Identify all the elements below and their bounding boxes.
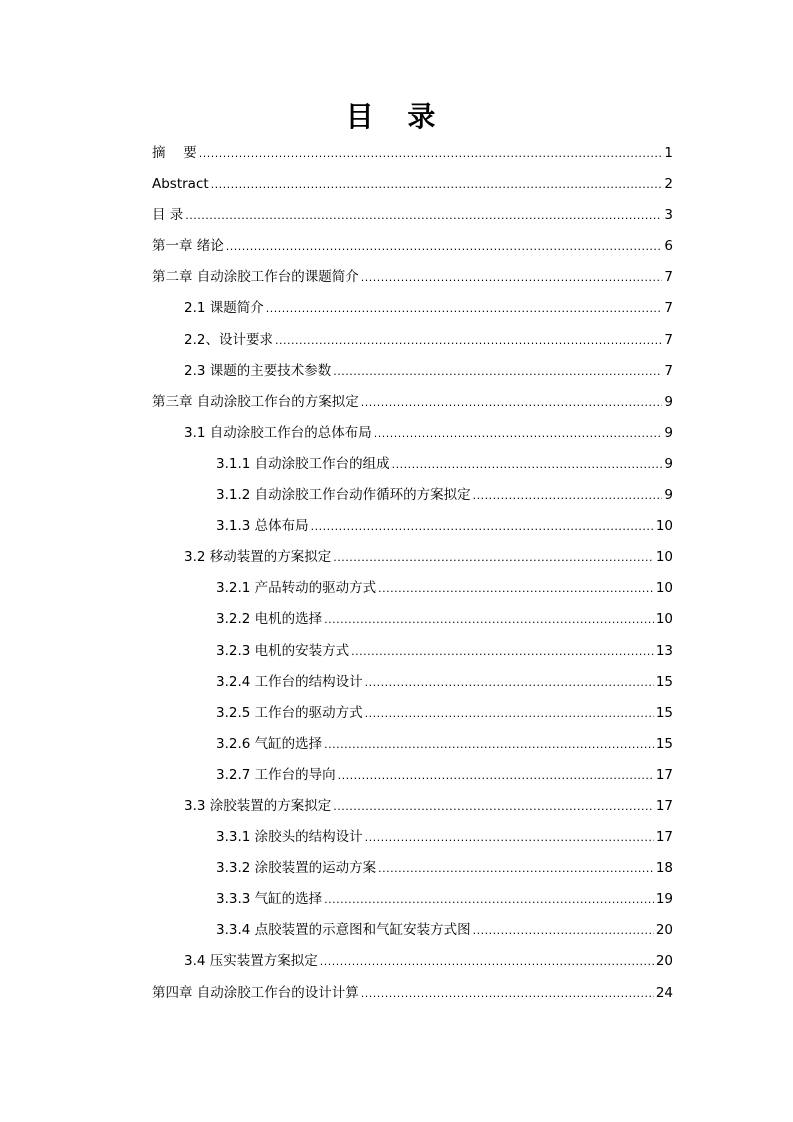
dot-leader	[324, 729, 654, 760]
dot-leader	[361, 262, 663, 293]
toc-entry-label: 第三章 自动涂胶工作台的方案拟定	[152, 393, 359, 410]
dot-leader	[324, 604, 654, 635]
dot-leader	[185, 200, 662, 231]
toc-entry-label: 3.3.4 点胶装置的示意图和气缸安装方式图	[216, 922, 471, 939]
toc-entry-label: 3.2.5 工作台的驱动方式	[216, 704, 363, 721]
dot-leader	[473, 915, 654, 946]
toc-entry-page-number: 7	[664, 300, 673, 317]
toc-entry[interactable]	[152, 387, 673, 418]
toc-entry[interactable]	[152, 542, 673, 573]
toc-entry-page-number: 7	[664, 331, 673, 348]
dot-leader	[378, 573, 654, 604]
toc-entry-page-number: 15	[655, 704, 673, 721]
toc-entry-label: 3.2.4 工作台的结构设计	[216, 673, 363, 690]
toc-entry-page-number: 10	[655, 580, 673, 597]
toc-entry[interactable]	[152, 946, 673, 977]
dot-leader	[365, 667, 654, 698]
toc-entry[interactable]	[152, 231, 673, 262]
toc-entry-label: 3.1.2 自动涂胶工作台动作循环的方案拟定	[216, 487, 471, 504]
toc-entry[interactable]	[152, 791, 673, 822]
dot-leader	[333, 356, 662, 387]
dot-leader	[333, 542, 654, 573]
toc-entry-label: 3.2.1 产品转动的驱动方式	[216, 580, 377, 597]
toc-entry-page-number: 7	[664, 362, 673, 379]
toc-entry-page-number: 10	[655, 611, 673, 628]
dot-leader	[338, 760, 654, 791]
toc-entry-page-number: 20	[655, 953, 673, 970]
toc-entry-label: 目 录	[152, 207, 184, 224]
toc-entry[interactable]	[152, 418, 673, 449]
toc-entry[interactable]	[152, 884, 673, 915]
toc-entry[interactable]	[152, 822, 673, 853]
toc-entry-label: 3.1.1 自动涂胶工作台的组成	[216, 455, 390, 472]
dot-leader	[351, 636, 654, 667]
toc-entry-page-number: 1	[664, 145, 673, 161]
toc-entry-label: 3.3.2 涂胶装置的运动方案	[216, 860, 377, 877]
toc-entry-page-number: 15	[655, 673, 673, 690]
dot-leader	[320, 946, 654, 977]
dot-leader	[473, 480, 663, 511]
toc-entry-label: 3.3 涂胶装置的方案拟定	[184, 797, 332, 814]
dot-leader	[199, 138, 663, 169]
dot-leader	[324, 884, 654, 915]
dot-leader	[361, 978, 654, 1009]
toc-entry[interactable]	[152, 760, 673, 791]
toc-entry[interactable]	[152, 449, 673, 480]
dot-leader	[275, 325, 662, 356]
toc-entry-page-number: 17	[655, 766, 673, 783]
toc-entry-page-number: 24	[655, 984, 673, 1001]
toc-entry[interactable]	[152, 293, 673, 324]
toc-entry-label: 3.2.3 电机的安装方式	[216, 642, 350, 659]
toc-entry[interactable]	[152, 729, 673, 760]
toc-entry[interactable]	[152, 853, 673, 884]
page-title: 目 录	[345, 100, 448, 133]
toc-entry-page-number: 3	[664, 207, 673, 224]
toc-entry-page-number: 15	[655, 735, 673, 752]
toc-entry-label: 3.2.2 电机的选择	[216, 611, 323, 628]
toc-entry[interactable]	[152, 356, 673, 387]
dot-leader	[361, 387, 663, 418]
toc-entry[interactable]	[152, 573, 673, 604]
toc-entry-label: 第一章 绪论	[152, 238, 224, 255]
toc-entry[interactable]	[152, 604, 673, 635]
toc-entry[interactable]	[152, 200, 673, 231]
dot-leader	[365, 698, 654, 729]
toc-entry-page-number: 10	[655, 518, 673, 535]
dot-leader	[266, 293, 663, 324]
table-of-contents	[152, 138, 673, 1009]
toc-entry-page-number: 7	[664, 269, 673, 286]
toc-entry-page-number: 9	[664, 487, 673, 504]
dot-leader	[392, 449, 663, 480]
toc-entry-label: 2.2、设计要求	[184, 331, 273, 348]
toc-entry-label: 第二章 自动涂胶工作台的课题简介	[152, 269, 359, 286]
toc-entry[interactable]	[152, 138, 673, 169]
toc-entry-label: 3.4 压实装置方案拟定	[184, 953, 318, 970]
dot-leader	[333, 791, 654, 822]
toc-entry-label: 3.3.1 涂胶头的结构设计	[216, 829, 363, 846]
toc-entry-label: 3.1 自动涂胶工作台的总体布局	[184, 424, 372, 441]
toc-entry-page-number: 9	[664, 393, 673, 410]
toc-entry[interactable]	[152, 169, 673, 200]
toc-entry-page-number: 10	[655, 549, 673, 566]
toc-entry-label: 3.1.3 总体布局	[216, 518, 309, 535]
toc-entry[interactable]	[152, 698, 673, 729]
dot-leader	[378, 853, 654, 884]
toc-entry[interactable]	[152, 262, 673, 293]
toc-entry-page-number: 20	[655, 922, 673, 939]
dot-leader	[365, 822, 654, 853]
toc-entry-page-number: 9	[664, 424, 673, 441]
toc-entry-label: 3.3.3 气缸的选择	[216, 891, 323, 908]
toc-entry[interactable]	[152, 667, 673, 698]
dot-leader	[226, 231, 663, 262]
toc-entry-label: 第四章 自动涂胶工作台的设计计算	[152, 984, 359, 1001]
toc-entry-label: 2.3 课题的主要技术参数	[184, 362, 332, 379]
toc-entry-page-number: 18	[655, 860, 673, 877]
dot-leader	[374, 418, 663, 449]
toc-entry[interactable]	[152, 915, 673, 946]
toc-entry[interactable]	[152, 636, 673, 667]
toc-entry[interactable]	[152, 325, 673, 356]
toc-entry-page-number: 9	[664, 455, 673, 472]
toc-entry-label: 摘 要	[152, 145, 197, 161]
toc-entry-label: 3.2.6 气缸的选择	[216, 735, 323, 752]
dot-leader	[211, 169, 663, 200]
toc-entry-label: 3.2.7 工作台的导向	[216, 766, 336, 783]
toc-entry-page-number: 2	[664, 176, 673, 193]
toc-entry-page-number: 17	[655, 829, 673, 846]
toc-entry[interactable]	[152, 511, 673, 542]
dot-leader	[311, 511, 654, 542]
toc-entry-label: 2.1 课题简介	[184, 300, 264, 317]
toc-entry-label: Abstract	[152, 176, 209, 193]
toc-entry-page-number: 6	[664, 238, 673, 255]
toc-entry-page-number: 19	[655, 891, 673, 908]
toc-entry-page-number: 17	[655, 797, 673, 814]
toc-entry-page-number: 13	[655, 642, 673, 659]
toc-entry[interactable]	[152, 978, 673, 1009]
toc-entry[interactable]	[152, 480, 673, 511]
toc-entry-label: 3.2 移动装置的方案拟定	[184, 549, 332, 566]
